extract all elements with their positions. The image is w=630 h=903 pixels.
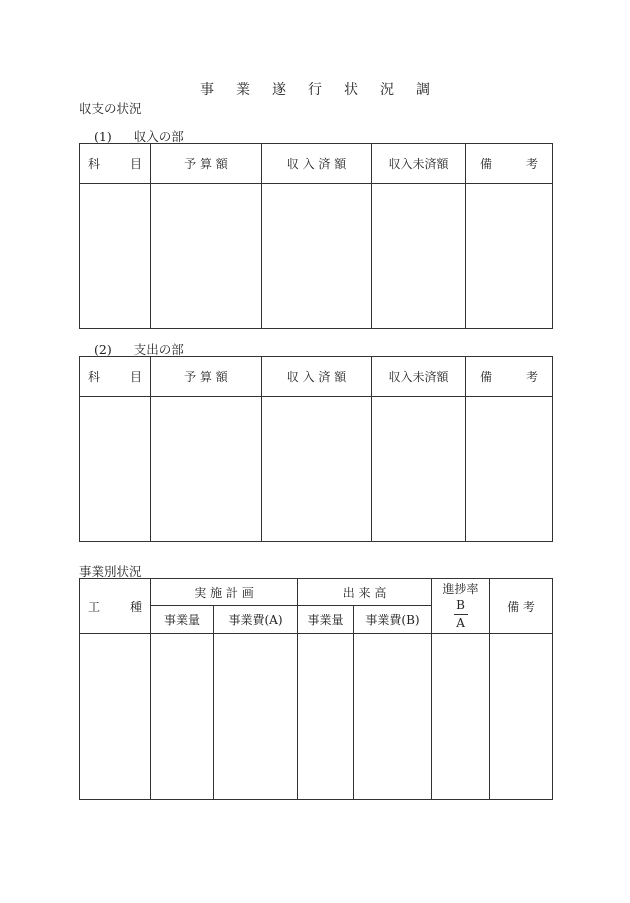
- table-cell: [466, 184, 553, 329]
- table-cell: [354, 634, 432, 800]
- col-header-type-b: 種: [129, 599, 142, 614]
- col-header-remarks-a: 備: [480, 370, 493, 384]
- col-header-plan: 実 施 計 画: [151, 579, 298, 606]
- title-char: 行: [308, 82, 322, 98]
- income-heading-number: (1): [94, 129, 112, 144]
- col-header-unreceived: 収入未済額: [372, 357, 466, 397]
- col-header-output: 出 来 高: [298, 579, 432, 606]
- col-header-unreceived: 収入未済額: [372, 144, 466, 184]
- table-cell: [432, 634, 490, 800]
- col-header-type-a: 工: [88, 599, 101, 614]
- col-header-budget: 予 算 額: [151, 144, 262, 184]
- income-body-row: [80, 184, 553, 329]
- col-header-remarks: [466, 357, 553, 397]
- col-header-item: [80, 144, 151, 184]
- col-header-progress: [432, 579, 490, 634]
- expense-heading-text: 支出の部: [133, 342, 184, 357]
- table-cell: [80, 397, 151, 542]
- table-cell: [466, 397, 553, 542]
- table-cell: [214, 634, 298, 800]
- table-cell: [151, 184, 262, 329]
- progress-numerator: B: [456, 598, 465, 612]
- col-header-remarks-b: 考: [525, 370, 538, 384]
- project-table: [79, 578, 553, 800]
- title-char: 業: [236, 82, 250, 98]
- col-header-item-a: 科: [88, 370, 101, 384]
- project-body-row: [80, 634, 553, 800]
- col-header-plan-cost: 事業費(A): [214, 606, 298, 634]
- income-table: [79, 143, 553, 329]
- fraction-bar: [454, 614, 468, 615]
- page-title: [0, 79, 630, 99]
- title-char: 遂: [272, 82, 286, 98]
- col-header-remarks: 備 考: [490, 579, 553, 634]
- title-char: 況: [380, 82, 394, 98]
- table-cell: [80, 634, 151, 800]
- table-cell: [262, 397, 372, 542]
- expense-header-row: [80, 357, 553, 397]
- income-heading-text: 収入の部: [133, 129, 184, 144]
- expense-body-row: [80, 397, 553, 542]
- table-cell: [262, 184, 372, 329]
- col-header-item: [80, 357, 151, 397]
- col-header-output-cost: 事業費(B): [354, 606, 432, 634]
- table-cell: [151, 634, 214, 800]
- table-cell: [372, 397, 466, 542]
- title-char: 事: [200, 82, 214, 98]
- col-header-item-a: 科: [88, 157, 101, 171]
- expense-heading-number: (2): [94, 342, 112, 357]
- title-char: 状: [344, 82, 358, 98]
- table-cell: [372, 184, 466, 329]
- table-cell: [298, 634, 354, 800]
- title-char: 調: [416, 82, 430, 98]
- col-header-type: [80, 579, 151, 634]
- col-header-received: 収 入 済 額: [262, 357, 372, 397]
- section-label-income-expense: 収支の状況: [79, 101, 142, 116]
- project-header-row-1: [80, 579, 553, 606]
- col-header-item-b: 目: [129, 370, 142, 384]
- project-heading: 事業別状況: [79, 564, 142, 579]
- progress-denominator: A: [456, 616, 465, 630]
- table-cell: [151, 397, 262, 542]
- expense-table: [79, 356, 553, 542]
- table-cell: [80, 184, 151, 329]
- col-header-remarks-a: 備: [480, 157, 493, 171]
- col-header-plan-qty: 事業量: [151, 606, 214, 634]
- col-header-output-qty: 事業量: [298, 606, 354, 634]
- income-header-row: [80, 144, 553, 184]
- col-header-received: 収 入 済 額: [262, 144, 372, 184]
- col-header-remarks: [466, 144, 553, 184]
- col-header-budget: 予 算 額: [151, 357, 262, 397]
- col-header-item-b: 目: [129, 157, 142, 171]
- col-header-remarks-b: 考: [525, 157, 538, 171]
- table-cell: [490, 634, 553, 800]
- progress-label: 進捗率: [442, 582, 479, 596]
